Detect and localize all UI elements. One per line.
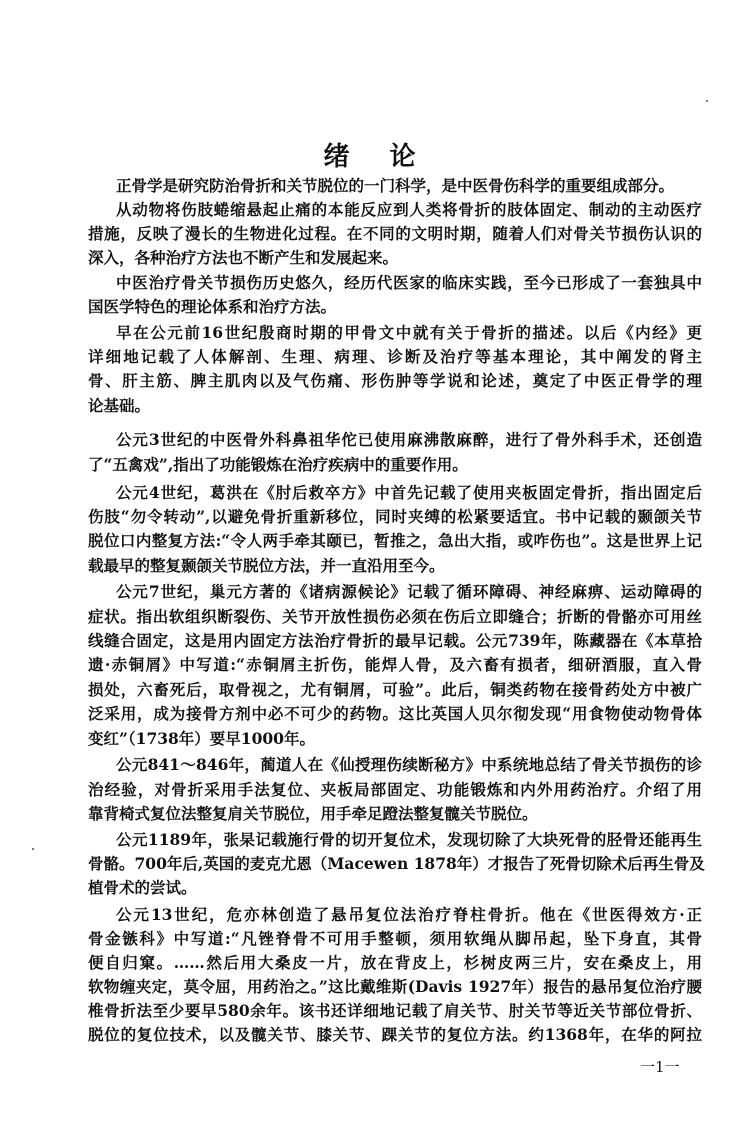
paragraph-line: 骨、肝主筋、脾主肌肉以及气伤痛、形伤肿等学说和论述，奠定了中医正骨学的理 (88, 371, 702, 390)
paragraph-line: 公元4世纪，葛洪在《肘后救卒方》中首先记载了使用夹板固定骨折，指出固定后 (116, 483, 702, 502)
paragraph-line: 公元841～846年，蔺道人在《仙授理伤续断秘方》中系统地总结了骨关节损伤的诊 (116, 755, 702, 774)
paragraph-line: 椎骨折法至少要早580余年。该书还详细地记载了肩关节、肘关节等近关节部位骨折、 (88, 1001, 702, 1020)
paragraph-line: 脱位的复位技术，以及髋关节、膝关节、踝关节的复位方法。约1368年，在华的阿拉 (88, 1025, 702, 1044)
scan-speck (32, 848, 34, 850)
paragraph-line: 变红”（1738年）要早1000年。 (88, 729, 315, 748)
paragraph-line: 措施，反映了漫长的生物进化过程。在不同的文明时期，随着人们对骨关节损伤认识的 (88, 224, 702, 243)
paragraph-line: 伤肢“勿令转动”,以避免骨折重新移位，同时夹缚的松紧要适宜。书中记载的颞颌关节 (88, 507, 702, 526)
paragraph-line: 骨骼。700年后,英国的麦克尤恩（Macewen 1878年）才报告了死骨切除术后再生骨及 (88, 854, 705, 873)
paragraph-line: 国医学特色的理论体系和治疗方法。 (88, 297, 337, 316)
paragraph-line: 便自归窠。……然后用大桑皮一片，放在背皮上，杉树皮两三片，安在桑皮上，用 (88, 953, 702, 972)
paragraph-line: 中医治疗骨关节损伤历史悠久，经历代医家的临床实践，至今已形成了一套独具中 (116, 273, 702, 292)
paragraph-line: 损处，六畜死后，取骨视之，尤有铜屑，可验”。此后，铜类药物在接骨药处方中被广 (88, 680, 702, 699)
paragraph-line: 脱位口内整复方法:“令人两手牵其颐已，暂推之，急出大指，或咋伤也”。这是世界上记 (88, 531, 702, 550)
paragraph-line: 论基础。 (88, 396, 151, 415)
paragraph-line: 详细地记载了人体解剖、生理、病理、诊断及治疗等基本理论，其中阐发的肾主 (88, 347, 702, 366)
scan-speck (706, 100, 708, 102)
paragraph-line: 了“五禽戏”,指出了功能锻炼在治疗疾病中的重要作用。 (88, 455, 468, 474)
paragraph-line: 深入，各种治疗方法也不断产生和发展起来。 (88, 248, 399, 267)
paragraph-line: 靠背椅式复位法整复肩关节脱位，用手牵足蹬法整复髋关节脱位。 (88, 804, 538, 823)
paragraph-line: 从动物将伤肢蜷缩悬起止痛的本能反应到人类将骨折的肢体固定、制动的主动医疗 (116, 200, 702, 219)
paragraph-line: 公元13世纪，危亦林创造了悬吊复位法治疗脊柱骨折。他在《世医得效方·正 (116, 905, 702, 924)
paragraph-line: 载最早的整复颞颌关节脱位方法，并一直沿用至今。 (88, 556, 445, 575)
paragraph-line: 公元3世纪的中医骨外科鼻祖华佗已使用麻沸散麻醉，进行了骨外科手术，还创造 (116, 430, 702, 449)
paragraph-line: 症状。指出软组织断裂伤、关节开放性损伤必须在伤后立即缝合；折断的骨骼亦可用丝 (88, 607, 702, 626)
paragraph-line: 公元1189年，张杲记载施行骨的切开复位术，发现切除了大块死骨的胫骨还能再生 (116, 830, 702, 849)
paragraph-line: 植骨术的尝试。 (88, 878, 197, 897)
paragraph-line: 治经验，对骨折采用手法复位、夹板局部固定、功能锻炼和内外用药治疗。介绍了用 (88, 780, 702, 799)
page-title: 绪论 (323, 142, 456, 172)
paragraph-line: 骨金镞科》中写道:“凡锉脊骨不可用手整顿，须用软绳从脚吊起，坠下身直，其骨 (88, 929, 702, 948)
paragraph-line: 线缝合固定，这是用内固定方法治疗骨折的最早记载。公元739年，陈藏器在《本草拾 (88, 631, 702, 650)
paragraph-line: 遗·赤铜屑》中写道:“赤铜屑主折伤，能焊人骨，及六畜有损者，细研酒服，直入骨 (88, 655, 702, 674)
paragraph-line: 公元7世纪，巢元方著的《诸病源候论》记载了循环障碍、神经麻痹、运动障碍的 (116, 582, 702, 601)
paragraph-line: 软物缠夹定，莫令屈，用药治之。”这比戴维斯(Davis 1927年）报告的悬吊复位治疗腰 (88, 977, 702, 996)
paragraph-line: 泛采用，成为接骨方剂中必不可少的药物。这比英国人贝尔彻发现“用食物使动物骨体 (88, 704, 702, 723)
page-number: 一1一 (640, 1058, 680, 1076)
paragraph-line: 早在公元前16世纪殷商时期的甲骨文中就有关于骨折的描述。以后《内经》更 (116, 323, 702, 342)
paragraph-line: 正骨学是研究防治骨折和关节脱位的一门科学，是中医骨伤科学的重要组成部分。 (116, 176, 675, 195)
